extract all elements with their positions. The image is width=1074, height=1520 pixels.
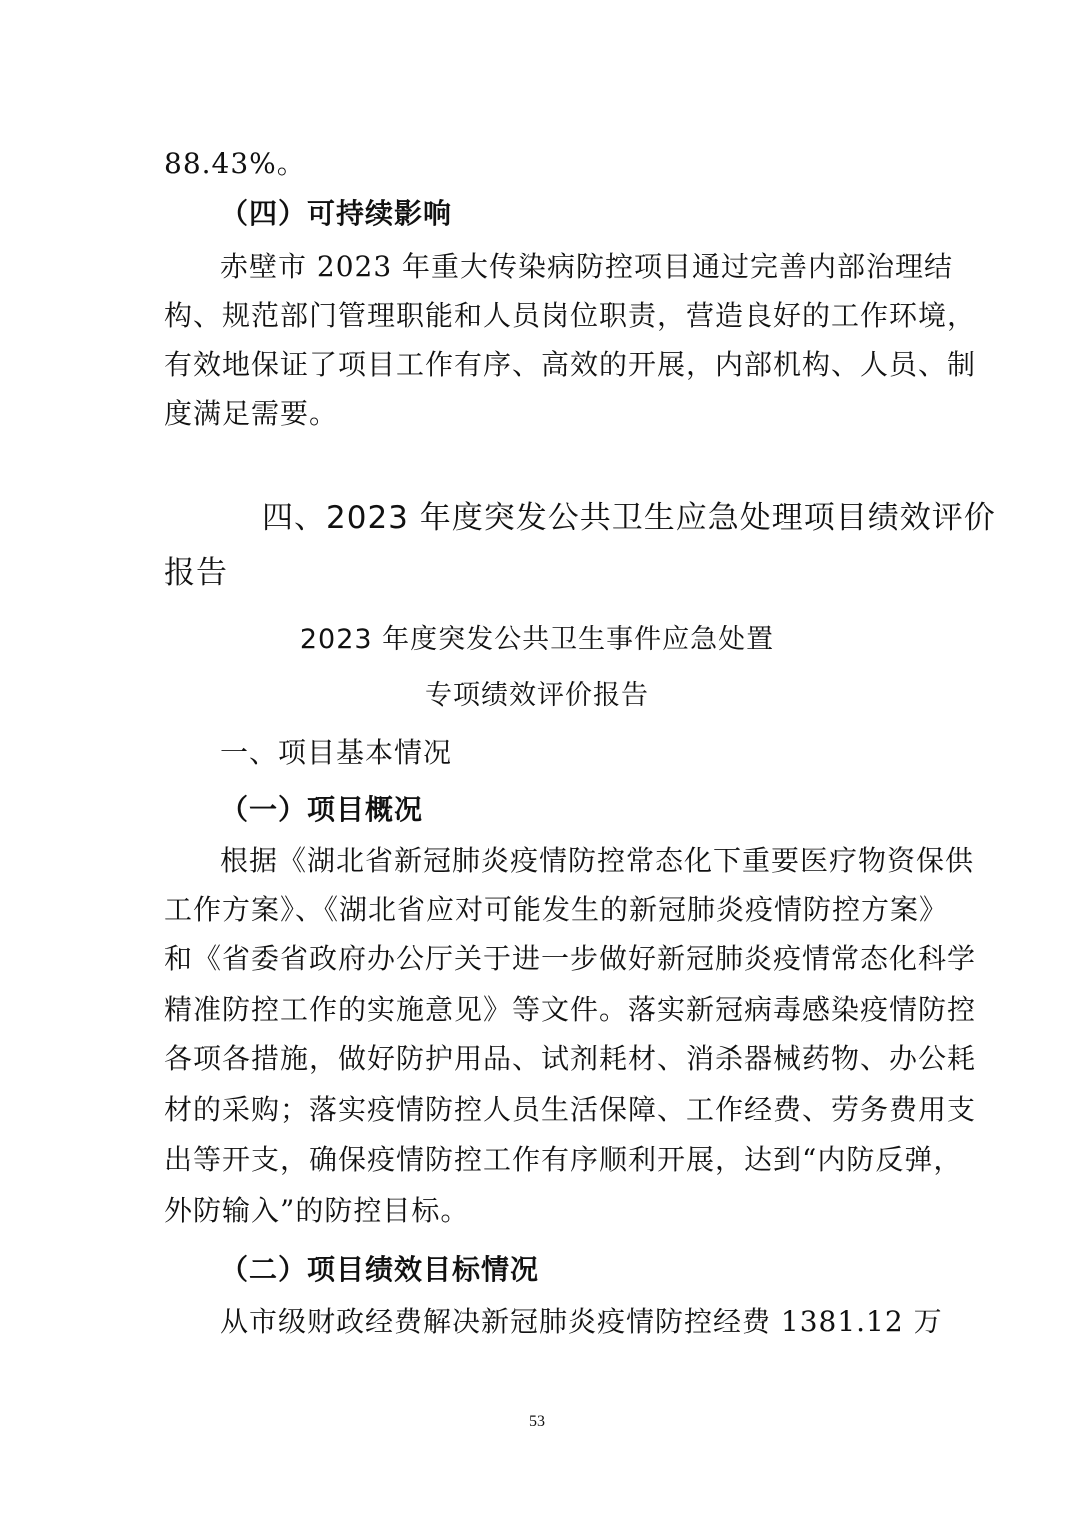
sub1-para-line: 精准防控工作的实施意见》等文件。落实新冠病毒感染疫情防控 xyxy=(164,993,977,1026)
top-fragment: 88.43%。 xyxy=(164,147,306,180)
section4-heading: （四）可持续影响 xyxy=(220,197,453,230)
section4-para-line: 构、规范部门管理职能和人员岗位职责，营造良好的工作环境， xyxy=(164,299,977,332)
sub1-para-line: 根据《湖北省新冠肺炎疫情防控常态化下重要医疗物资保供 xyxy=(220,844,975,877)
report-title-line1: 2023 年度突发公共卫生事件应急处置 xyxy=(299,624,775,655)
report-title-line2: 专项绩效评价报告 xyxy=(425,680,649,711)
sub1-para-line: 材的采购；落实疫情防控人员生活保障、工作经费、劳务费用支 xyxy=(164,1093,977,1126)
sub1-heading: （一）项目概况 xyxy=(220,793,424,826)
chapter-heading-line1: 四、2023 年度突发公共卫生应急处理项目绩效评价 xyxy=(262,500,996,536)
sub1-para-line: 外防输入”的防控目标。 xyxy=(164,1194,470,1227)
section4-para-line: 有效地保证了项目工作有序、高效的开展，内部机构、人员、制 xyxy=(164,348,977,381)
part1-heading: 一、项目基本情况 xyxy=(220,736,453,769)
sub1-para-line: 各项各措施，做好防护用品、试剂耗材、消杀器械药物、办公耗 xyxy=(164,1042,977,1075)
sub1-para-line: 工作方案》、《湖北省应对可能发生的新冠肺炎疫情防控方案》 xyxy=(164,893,949,926)
sub2-heading: （二）项目绩效目标情况 xyxy=(220,1253,540,1286)
sub1-para-line: 和《省委省政府办公厅关于进一步做好新冠肺炎疫情常态化科学 xyxy=(164,942,977,975)
section4-para-line: 赤壁市 2023 年重大传染病防控项目通过完善内部治理结 xyxy=(220,250,954,283)
sub1-para-line: 出等开支，确保疫情防控工作有序顺利开展，达到“内防反弹， xyxy=(164,1143,963,1176)
chapter-heading-line2: 报告 xyxy=(164,555,228,591)
page-number: 53 xyxy=(529,1413,545,1430)
sub2-para-line: 从市级财政经费解决新冠肺炎疫情防控经费 1381.12 万 xyxy=(220,1305,943,1338)
section4-para-line: 度满足需要。 xyxy=(164,397,339,430)
